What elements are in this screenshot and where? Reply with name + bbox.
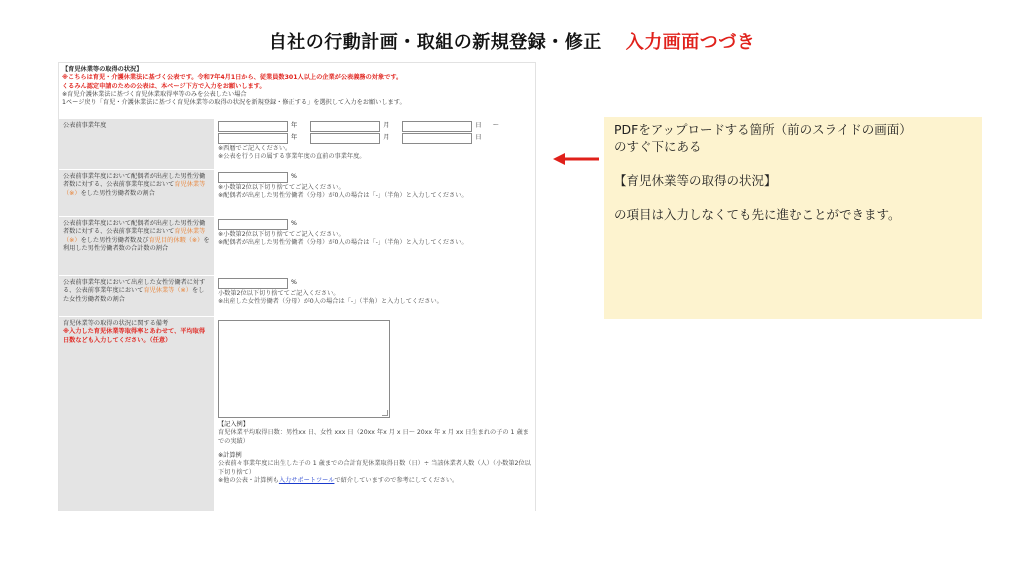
- start-year-input[interactable]: [218, 121, 288, 132]
- calc-note: [218, 477, 531, 485]
- rate2-input[interactable]: [218, 219, 288, 230]
- period-label: 公表前事業年度: [59, 119, 214, 169]
- callout-line-1: PDFをアップロードする箇所（前のスライドの画面）: [614, 122, 912, 137]
- section-header: [59, 63, 535, 108]
- example-text: 育児休業平均取得日数：男性xx 日、女性 xxx 日（20xx 年x 月 x 日〜 20xx 年 x 月 xx 日生まれの子の 1 歳までの実績）: [218, 429, 529, 445]
- row-rate2: [59, 216, 535, 275]
- example-title: 【記入例】: [218, 421, 249, 428]
- row-rate1: [59, 169, 535, 216]
- remarks-label-text: 育児休業等の取得の状況に関する備考: [63, 320, 169, 327]
- notice-only-rate: ※育児介護休業法に基づく育児休業取得率等のみを公表したい場合: [62, 91, 247, 99]
- end-month-input[interactable]: [310, 133, 380, 144]
- period-note-2: ※公表を行う日の属する事業年度の直前の事業年度。: [218, 153, 366, 161]
- rate1-input[interactable]: [218, 172, 288, 183]
- start-month-input[interactable]: [310, 121, 380, 132]
- period-start: [218, 121, 531, 132]
- rate1-label-hl: 育児休業等（※）: [63, 181, 206, 197]
- rate1-unit: %: [291, 173, 297, 181]
- row-remarks: [59, 316, 535, 511]
- row-period: [59, 118, 535, 169]
- calc-note-post: で紹介していますので参考にしてください。: [334, 477, 459, 485]
- left-arrow-icon: [553, 153, 599, 165]
- rate3-input[interactable]: [218, 278, 288, 289]
- section-title: 【育児休業等の取得の状況】: [62, 66, 143, 73]
- unit-day: 日: [475, 122, 482, 130]
- form-screenshot-panel: [58, 62, 536, 511]
- period-fields: [214, 119, 535, 169]
- unit-month: 月: [383, 122, 390, 130]
- rate2-note-1: ※小数第2位以下切り捨ててご記入ください。: [218, 231, 345, 238]
- unit-year: 年: [291, 122, 298, 130]
- unit-day-2: 日: [475, 134, 482, 142]
- explanation-callout: [604, 117, 982, 319]
- start-day-input[interactable]: [402, 121, 472, 132]
- rate3-fields: [214, 276, 535, 316]
- notice-kurumin: くるみん認定申請のための公表は、本ページ下方で入力をお願いします。: [62, 82, 266, 90]
- rate1-note-1: ※小数第2位以下切り捨ててご記入ください。: [218, 184, 345, 191]
- remarks-fields: [214, 317, 535, 511]
- rate2-note-2: ※配偶者が出産した男性労働者（分母）が0人の場合は「-」（半角）と入力してください。: [218, 239, 468, 247]
- notice-public-obligation: ※こちらは育児・介護休業法に基づく公表です。令和7年4月1日から、従業員数301人以上の企業が公表義務の対象です。: [62, 74, 403, 82]
- callout-line-3: 【育児休業等の取得の状況】: [614, 173, 777, 188]
- rate3-label: [59, 276, 214, 316]
- slide-title-main: 自社の行動計画・取組の新規登録・修正: [268, 32, 602, 53]
- period-note-1: ※西暦でご記入ください。: [218, 145, 292, 152]
- tilde: 〜: [492, 122, 499, 130]
- remarks-textarea[interactable]: [218, 320, 390, 418]
- callout-line-4: の項目は入力しなくても先に進むことができます。: [614, 207, 901, 222]
- rate1-fields: [214, 170, 535, 216]
- rate3-label-hl: 育児休業等（※）: [143, 287, 192, 295]
- calc-title: ※計算例: [218, 452, 242, 460]
- slide-title-sub: 入力画面つづき: [625, 32, 756, 53]
- rate2-label-pre: 公表前事業年度において配偶者が出産した男性労働者数に対する、公表前事業年度において: [63, 220, 206, 236]
- remarks-label-note: ※入力した育児休業等取得率とあわせて、平均取得日数なども入力してください。（任意）: [63, 328, 206, 344]
- support-tool-link[interactable]: 入力サポートツール: [278, 477, 335, 485]
- rate3-note-2: ※出産した女性労働者（分母）が0人の場合は「-」（半角）と入力してください。: [218, 298, 443, 306]
- unit-month-2: 月: [383, 134, 390, 142]
- rate3-unit: %: [291, 279, 297, 287]
- row-rate3: [59, 275, 535, 316]
- rate3-label-post: をした女性労働者数の割合: [63, 287, 205, 303]
- rate2-label-post: を利用した男性労働者数の合計数の割合: [63, 236, 210, 253]
- calc-note-pre: ※他の公表・計算例も: [218, 477, 279, 485]
- form-rows: [59, 118, 535, 511]
- callout-line-2: のすぐ下にある: [614, 139, 702, 154]
- end-year-input[interactable]: [218, 133, 288, 144]
- rate2-label-mid: をした男性労働者数及び: [80, 236, 149, 244]
- notice-go-back: 1ページ戻り「育児・介護休業法に基づく育児休業等の取得の状況を新規登録・修正する」を選択して入力をお願いします。: [62, 99, 406, 107]
- slide-title: [0, 28, 1024, 54]
- rate2-label-hl2: 育児目的休暇（※）: [148, 236, 204, 244]
- end-day-input[interactable]: [402, 133, 472, 144]
- rate2-fields: [214, 217, 535, 275]
- rate1-label-pre: 公表前事業年度において配偶者が出産した男性労働者数に対する、公表前事業年度において: [63, 173, 206, 189]
- remarks-label: [59, 317, 214, 511]
- rate2-label: [59, 217, 214, 275]
- rate1-note-2: ※配偶者が出産した男性労働者（分母）が0人の場合は「-」（半角）と入力してください。: [218, 192, 468, 200]
- rate2-unit: %: [291, 220, 297, 228]
- rate2-label-hl1: 育児休業等（※）: [63, 228, 206, 244]
- rate1-label: [59, 170, 214, 216]
- rate3-note-1: 小数第2位以下切り捨ててご記入ください。: [218, 290, 340, 297]
- period-end: [218, 133, 531, 144]
- unit-year-2: 年: [291, 134, 298, 142]
- rate3-label-pre: 公表前事業年度において出産した女性労働者に対する、公表前事業年度において: [63, 279, 206, 295]
- rate1-label-post: をした男性労働者数の割合: [80, 189, 155, 197]
- calc-text: 公表前々事業年度に出生した子の 1 歳までの合計育児休業取得日数（日）÷ 当該休業者人数（人）（小数第2位以下切り捨て）: [218, 460, 531, 476]
